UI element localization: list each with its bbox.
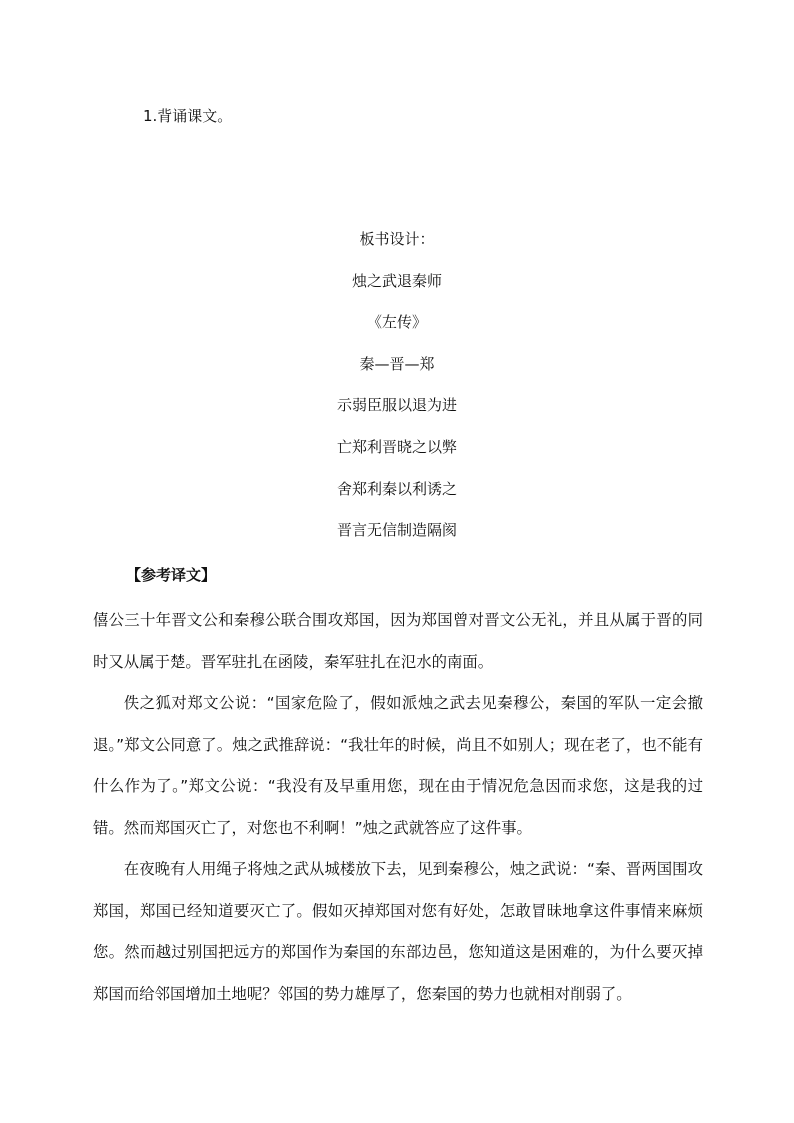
board-point: 舍郑利秦以利诱之	[336, 479, 457, 498]
board-point: 亡郑利晋晓之以弊	[336, 437, 457, 456]
reference-translation-body	[93, 600, 703, 1015]
board-heading: 板书设计：	[359, 230, 435, 248]
reference-translation-heading: 【参考译文】	[126, 566, 217, 584]
translation-paragraph: 僖公三十年晋文公和秦穆公联合围攻郑国，因为郑国曾对晋文公无礼，并且从属于晋的同时又从属于楚。晋军驻扎在函陵，秦军驻扎在氾水的南面。	[93, 611, 703, 671]
translation-paragraph: 在夜晚有人用绳子将烛之武从城楼放下去，见到秦穆公，烛之武说：“秦、晋两国围攻郑国，郑国已经知道要灭亡了。假如灭掉郑国对您有好处，怎敢冒昧地拿这件事情来麻烦您。然而越过别国把远方的郑国作为秦国的东部边邑，您知道这是困难的，为什么要灭掉郑国而给邻国增加土地呢？邻国的势力雄厚了，您秦国的势力也就相对削弱了。	[93, 860, 703, 1003]
translation-paragraph: 佚之狐对郑文公说：“国家危险了，假如派烛之武去见秦穆公，秦国的军队一定会撤退。”郑文公同意了。烛之武推辞说：“我壮年的时候，尚且不如别人；现在老了，也不能有什么作为了。”郑文公说：“我没有及早重用您，现在由于情况危急因而求您，这是我的过错。然而郑国灭亡了，对您也不利啊！”烛之武就答应了这件事。	[93, 694, 703, 837]
board-relation: 秦—晋—郑	[359, 354, 435, 373]
board-source: 《左传》	[366, 313, 427, 332]
board-point: 晋言无信制造隔阂	[336, 521, 457, 540]
homework-task: 1.背诵课文。	[143, 107, 233, 125]
blackboard-design	[0, 229, 794, 562]
board-point: 示弱臣服以退为进	[336, 396, 457, 415]
board-title: 烛之武退秦师	[351, 271, 442, 290]
